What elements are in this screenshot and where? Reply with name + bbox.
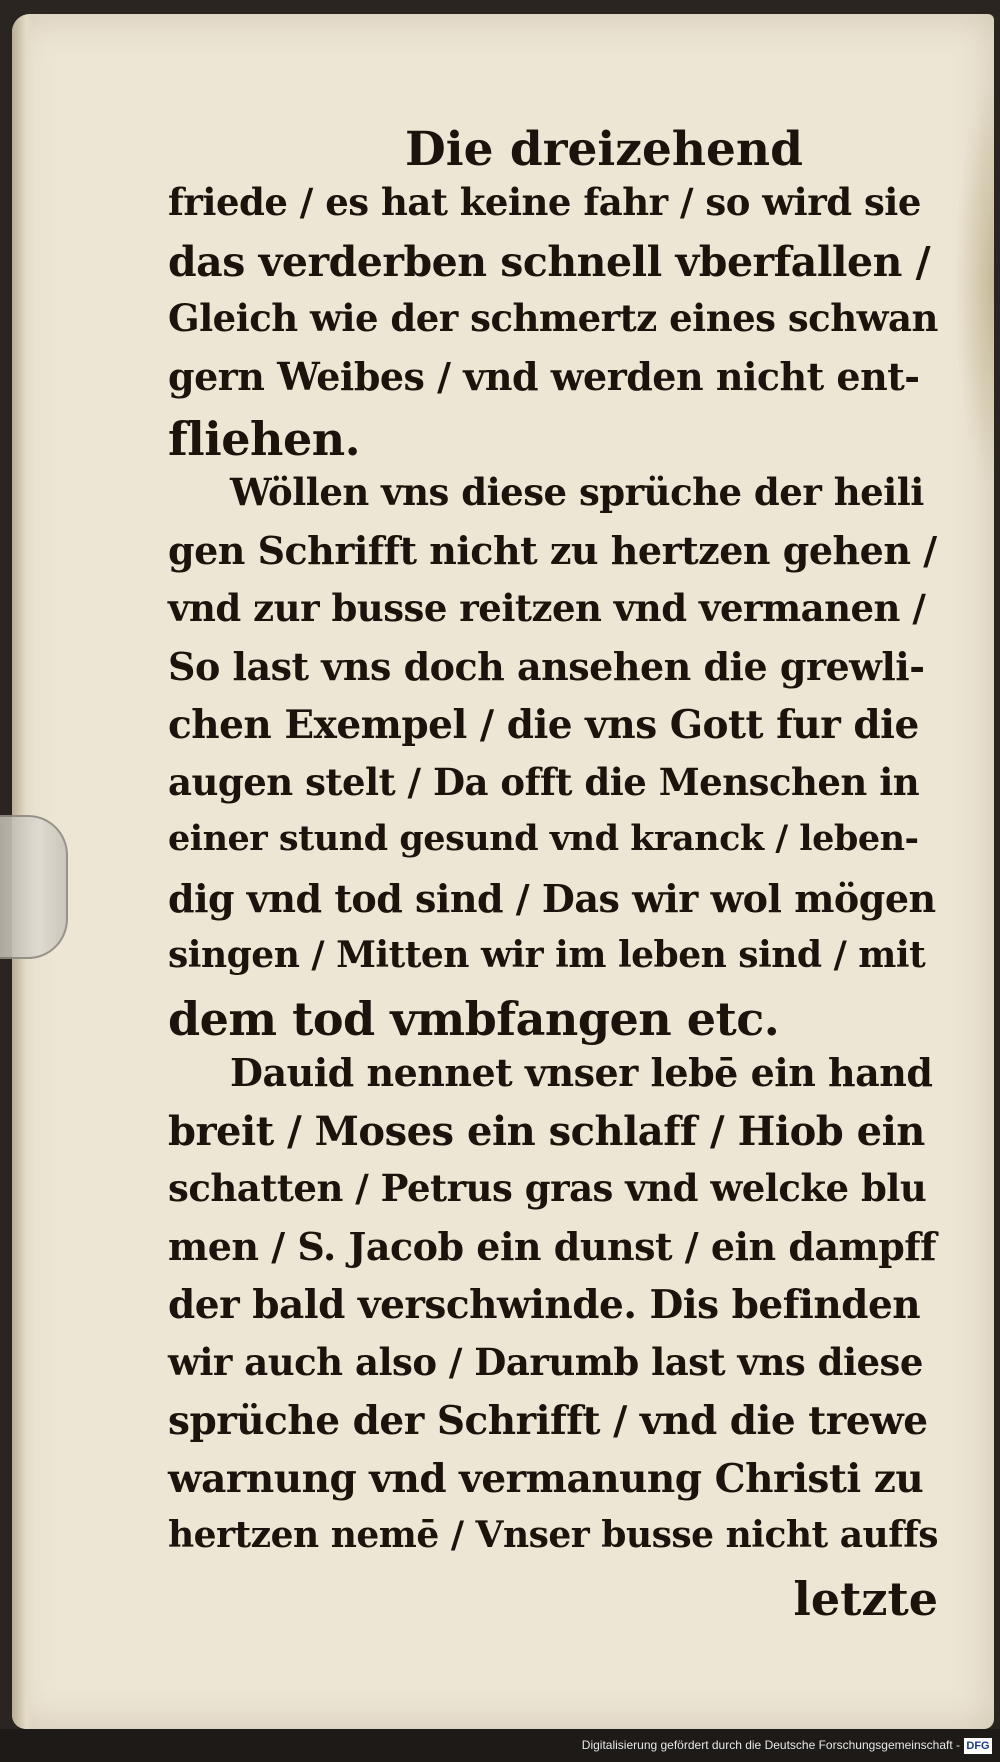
page-stain xyxy=(954,74,994,494)
text-line: Wöllen vns diese sprüche der heili xyxy=(230,470,924,514)
text-line: warnung vnd vermanung Christi zu xyxy=(168,1456,924,1502)
text-line: Gleich wie der schmertz eines schwan xyxy=(168,296,938,340)
text-line: einer stund gesund vnd kranck / leben- xyxy=(168,818,919,859)
text-line: dig vnd tod sind / Das wir wol mögen xyxy=(168,876,936,921)
text-line: gern Weibes / vnd werden nicht ent- xyxy=(168,354,920,399)
text-line: sprüche der Schrifft / vnd die trewe xyxy=(168,1398,928,1444)
text-line: augen stelt / Da offt die Menschen in xyxy=(168,760,920,804)
footer-bar xyxy=(0,1729,1000,1762)
text-line: dem tod vmbfangen etc. xyxy=(168,992,780,1046)
page-clip xyxy=(0,815,68,959)
text-line: fliehen. xyxy=(168,412,361,466)
text-line: friede / es hat keine fahr / so wird sie xyxy=(168,180,921,224)
dfg-logo: DFG xyxy=(964,1738,992,1754)
text-line: wir auch also / Darumb last vns diese xyxy=(168,1340,923,1384)
text-line: Dauid nennet vnser lebē ein hand xyxy=(230,1050,933,1095)
catchword: letzte xyxy=(793,1572,938,1626)
text-line: men / S. Jacob ein dunst / ein dampff xyxy=(168,1224,936,1269)
text-line: vnd zur busse reitzen vnd vermanen / xyxy=(168,586,926,630)
digitization-credit: Digitalisierung gefördert durch die Deutsche Forschungsgemeinschaft - xyxy=(581,1738,960,1752)
text-line: singen / Mitten wir im leben sind / mit xyxy=(168,934,926,976)
text-line: schatten / Petrus gras vnd welcke blu xyxy=(168,1166,927,1210)
text-line: breit / Moses ein schlaff / Hiob ein xyxy=(168,1108,925,1155)
text-line: chen Exempel / die vns Gott fur die xyxy=(168,702,919,748)
text-line: So last vns doch ansehen die grewli- xyxy=(168,644,925,689)
text-line: gen Schrifft nicht zu hertzen gehen / xyxy=(168,528,937,573)
text-line: der bald verschwinde. Dis befinden xyxy=(168,1282,921,1328)
text-line: das verderben schnell vberfallen / xyxy=(168,238,931,286)
running-head: Die dreizehend xyxy=(405,122,803,177)
text-line: hertzen nemē / Vnser busse nicht auffs xyxy=(168,1514,938,1556)
